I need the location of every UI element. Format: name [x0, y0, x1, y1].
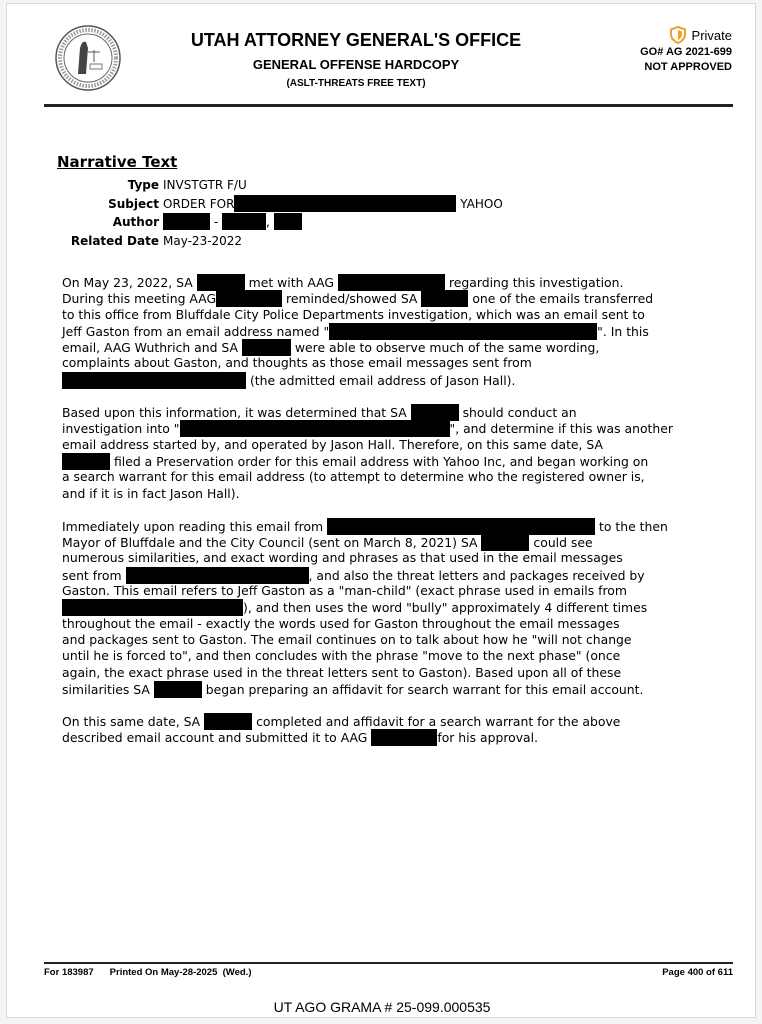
meta-value	[163, 213, 302, 232]
text: and if it is in fact Jason Hall).	[62, 485, 240, 501]
footer-divider	[44, 962, 733, 964]
grama-number: UT AGO GRAMA # 25-099.000535	[273, 999, 491, 1015]
text: to this office from Bluffdale City Police Departments investigation, which was an email sent to	[62, 306, 645, 322]
text: similarities SA	[62, 681, 150, 697]
redaction-box	[411, 404, 459, 421]
text: Jeff Gaston from an email address named "	[62, 323, 330, 339]
meta-subject	[57, 195, 503, 214]
redaction-box	[62, 599, 243, 616]
text: (the admitted email address of Jason Hall).	[249, 372, 516, 388]
text: were able to observe much of the same wording,	[294, 340, 600, 356]
redaction-box	[163, 213, 210, 230]
redaction-box	[197, 274, 245, 291]
text: email, AAG Wuthrich and SA	[62, 340, 239, 356]
for-id: For 183987	[44, 967, 94, 978]
meta-value: May-23-2022	[163, 233, 243, 248]
redaction-box	[242, 339, 291, 356]
text: for his approval.	[437, 730, 539, 746]
text: could see	[533, 535, 593, 551]
redaction-box	[371, 729, 437, 746]
page-number: Page 400 of 611	[662, 967, 733, 978]
text: Mayor of Bluffdale and the City Council (sent on March 8, 2021) SA	[62, 535, 478, 551]
redaction-box	[234, 195, 456, 212]
meta-label: Related Date	[70, 233, 159, 248]
redaction-box	[481, 534, 529, 551]
text: completed and affidavit for a search warrant for the above	[256, 714, 621, 730]
shield-icon	[670, 26, 686, 44]
text: investigation into "	[62, 421, 180, 437]
meta-type	[57, 176, 503, 195]
text: again, the exact phrase used in the threat letters sent to Gaston). Based upon all of these	[62, 664, 622, 680]
text: On May 23, 2022, SA	[62, 275, 193, 290]
case-info	[640, 26, 732, 73]
paragraph-1	[62, 274, 727, 388]
redaction-box	[222, 213, 266, 230]
meta-label: Type	[127, 178, 159, 192]
text: sent from	[62, 567, 122, 583]
text: until he is forced to", and then concludes with the phrase "move to the next phase" (once	[62, 648, 621, 664]
text: Immediately upon reading this email from	[62, 518, 324, 534]
report-subtype: (ASLT-THREATS FREE TEXT)	[286, 78, 426, 89]
text: met with AAG	[248, 275, 335, 290]
text: described email account and submitted it to AAG	[62, 730, 368, 746]
privacy-label: Private	[691, 27, 732, 43]
paragraph-2	[62, 404, 727, 502]
report-type: GENERAL OFFENSE HARDCOPY	[252, 57, 460, 72]
separator: -	[213, 215, 219, 229]
text: one of the emails transferred	[472, 291, 654, 307]
redaction-box	[327, 518, 595, 535]
subject-suffix: YAHOO	[460, 196, 503, 211]
text: ), and then uses the word "bully" approximately 4 different times	[243, 600, 648, 616]
text: ", and determine if this was another	[449, 421, 673, 437]
text: should conduct an	[462, 405, 577, 421]
redaction-box	[62, 453, 110, 470]
redaction-box	[204, 713, 252, 730]
text: , and also the threat letters and packages received by	[308, 567, 645, 583]
redaction-box	[329, 323, 597, 340]
redaction-box	[126, 567, 309, 584]
text: filed a Preservation order for this email address with Yahoo Inc, and began working on	[113, 453, 649, 469]
meta-label: Author	[112, 215, 159, 229]
narrative-metadata	[57, 176, 503, 250]
printed-on: Printed On May-28-2025 (Wed.)	[109, 967, 252, 978]
text: ". In this	[597, 323, 649, 339]
meta-related-date	[57, 232, 503, 251]
separator: ,	[266, 215, 270, 229]
redaction-box	[421, 290, 468, 307]
redaction-box	[338, 274, 445, 291]
text: began preparing an affidavit for search warrant for this email account.	[205, 681, 644, 697]
text: Gaston. This email refers to Jeff Gaston as a "man-child" (exact phrase used in emails from	[62, 583, 627, 599]
text: numerous similarities, and exact wording and phrases as that used in the email messages	[62, 550, 623, 566]
text: and packages sent to Gaston. The email continues on to talk about how he "will not change	[62, 631, 632, 647]
approval-status: NOT APPROVED	[644, 61, 732, 73]
redaction-box	[216, 290, 282, 307]
text: During this meeting AAG	[62, 291, 217, 307]
text: regarding this investigation.	[448, 275, 624, 290]
header-divider	[44, 104, 733, 107]
text: a search warrant for this email address (to attempt to determine who the registered owner is,	[62, 469, 645, 485]
text: complaints about Gaston, and thoughts as those email messages sent from	[62, 355, 532, 371]
redaction-box	[154, 681, 202, 698]
meta-value	[163, 195, 503, 214]
meta-value: INVSTGTR F/U	[163, 178, 247, 192]
subject-prefix: ORDER FOR	[163, 196, 235, 211]
meta-author	[57, 213, 503, 232]
paragraph-3	[62, 518, 727, 697]
paragraph-4	[62, 713, 727, 746]
section-title: Narrative Text	[57, 153, 178, 171]
document-page	[6, 3, 756, 1018]
text: email address started by, and operated by Jason Hall. Therefore, on this same date, SA	[62, 436, 604, 452]
redaction-box	[62, 372, 246, 389]
go-number: GO# AG 2021-699	[640, 46, 732, 58]
narrative-body	[62, 274, 727, 762]
text: Based upon this information, it was determined that SA	[62, 405, 407, 421]
text: throughout the email - exactly the words used for Gaston throughout the email messages	[62, 615, 620, 631]
text: On this same date, SA	[62, 714, 201, 730]
footer-left	[44, 967, 252, 978]
text: to the then	[599, 518, 668, 534]
redaction-box	[180, 420, 450, 437]
text: reminded/showed SA	[286, 291, 418, 307]
redaction-box	[274, 213, 302, 230]
office-title: UTAH ATTORNEY GENERAL'S OFFICE	[190, 30, 522, 50]
meta-label: Subject	[108, 196, 159, 211]
